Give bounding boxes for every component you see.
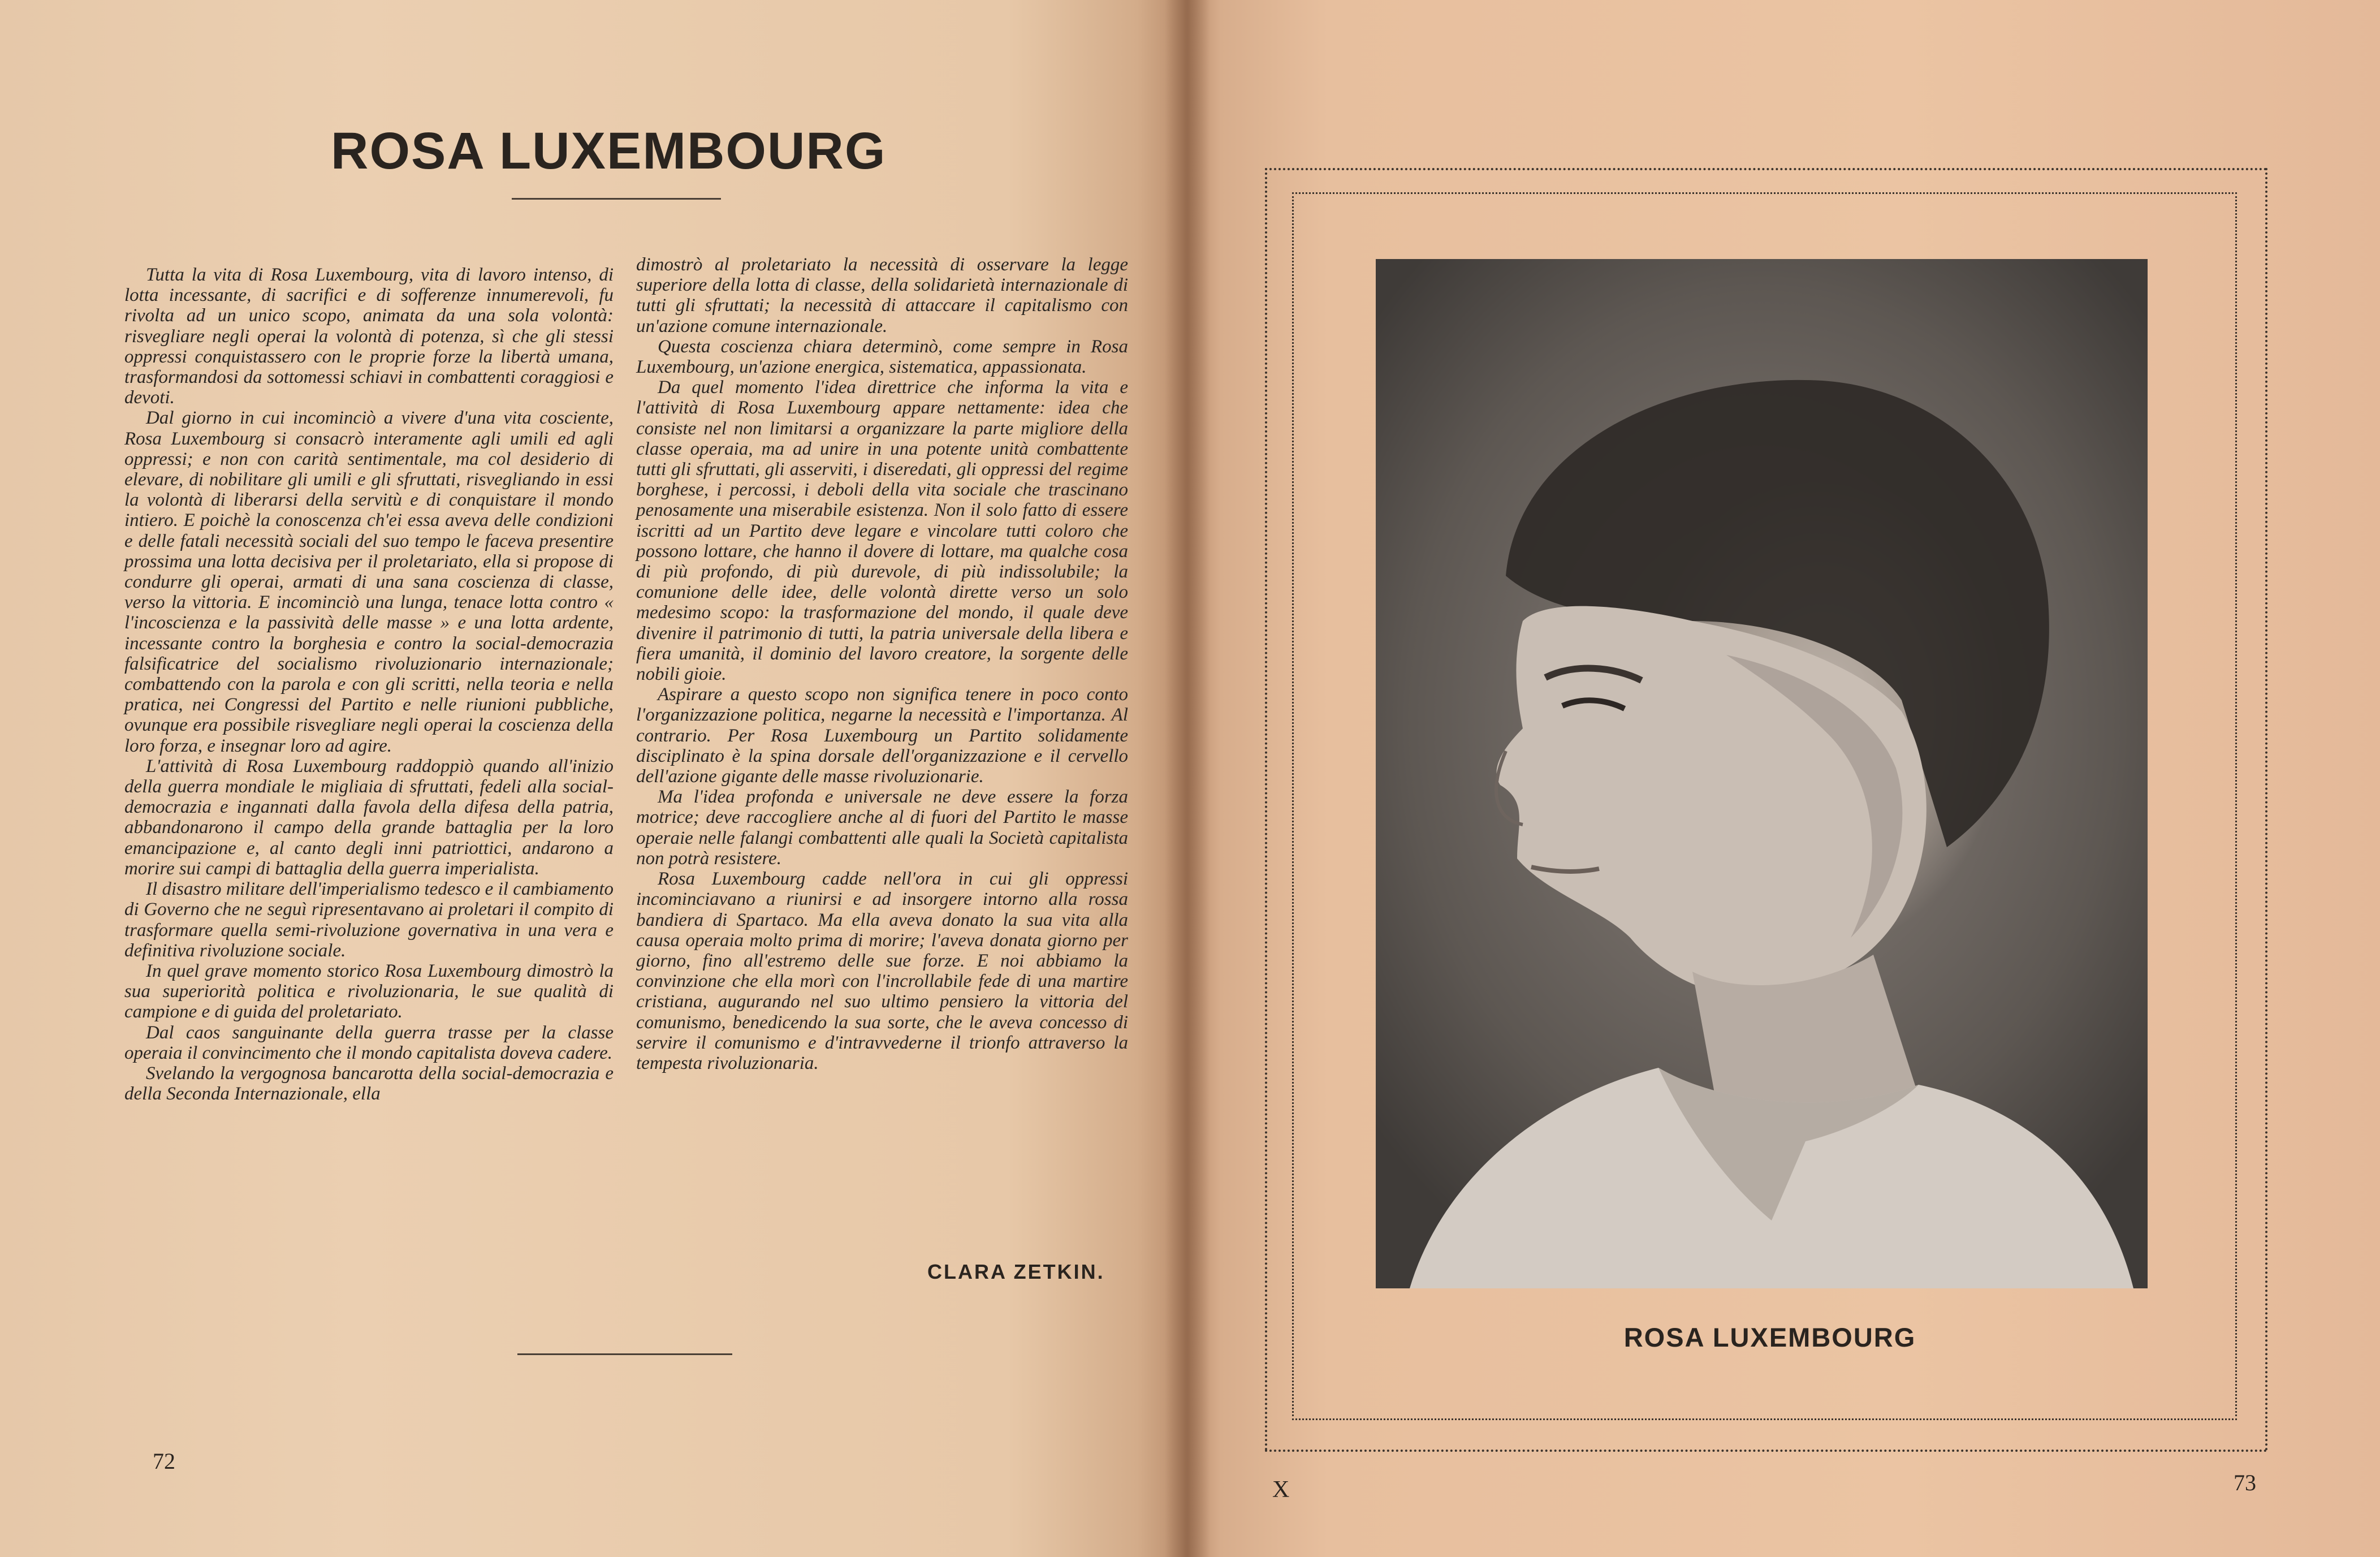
text-column-2 bbox=[636, 255, 1128, 1073]
paragraph: Questa coscienza chiara determinò, come sempre in Rosa Luxembourg, un'azione energica, sistematica, appassionata. bbox=[636, 336, 1128, 378]
title-rule bbox=[512, 198, 721, 200]
paragraph: Dal caos sanguinante della guerra trasse per la classe operaia il convincimento che il mondo capitalista doveva cadere. bbox=[124, 1022, 614, 1063]
paragraph: dimostrò al proletariato la necessità di osservare la legge superiore della lotta di classe, della solidarietà internazionale di tutti gli sfruttati; la necessità di attaccare il capitalismo con un'azione comune internazionale. bbox=[636, 255, 1128, 337]
portrait-drawing bbox=[1376, 259, 2148, 1288]
end-rule bbox=[517, 1353, 732, 1355]
left-page bbox=[0, 0, 1185, 1557]
paragraph: Rosa Luxembourg cadde nell'ora in cui gli oppressi incominciavano a riunirsi e ad insorgere intorno alla rossa bandiera di Spartaco. Ma ella aveva donato la sua vita alla causa operaia molto prima di morire; l'aveva donata giorno per giorno, fino all'estremo delle sue forze. E noi abbiamo la convinzione che ella morì con l'incrollabile fede di una martire cristiana, augurando nel suo ultimo pensiero la vittoria del comunismo, benedicendo la sua sorte, che le aveva concesso di servire il comunismo e d'intravvederne il trionfo attraverso la tempesta rivoluzionaria. bbox=[636, 869, 1128, 1073]
paragraph: Il disastro militare dell'imperialismo tedesco e il cambiamento di Governo che ne seguì ripresentavano ai proletari il compito di trasformare quella semi-rivoluzione governativa in una vera e definitiva rivoluzione sociale. bbox=[124, 879, 614, 961]
paragraph: Tutta la vita di Rosa Luxembourg, vita di lavoro intenso, di lotta incessante, di sacrifici e di sofferenze innumerevoli, fu rivolta ad un unico scopo, animata da una sola volontà: risvegliare negli operai la volontà di potenza, sì che gli stessi oppressi conquistassero con le proprie forze la libertà umana, trasformandosi da sottomessi schiavi in combattenti coraggiosi e devoti. bbox=[124, 265, 614, 408]
page-number-left: 72 bbox=[153, 1448, 175, 1474]
book-gutter bbox=[1165, 0, 1210, 1557]
paragraph: Ma l'idea profonda e universale ne deve essere la forza motrice; deve raccogliere anche al di fuori del Partito le masse operaie nelle falangi combattenti alle quali la Società capitalista non potrà resistere. bbox=[636, 787, 1128, 869]
photo-caption: ROSA LUXEMBOURG bbox=[1623, 1322, 1916, 1352]
paragraph: L'attività di Rosa Luxembourg raddoppiò quando all'inizio della guerra mondiale le migliaia di sfruttati, fedeli alla social-democrazia e ingannati dalla favola della difesa della patria, abbandonarono il campo della grande battaglia per la loro emancipazione e, al canto degli inni patriottici, andarono a morire sui campi di battaglia della guerra imperialista. bbox=[124, 756, 614, 879]
text-column-1 bbox=[124, 265, 614, 1104]
paragraph: Aspirare a questo scopo non significa tenere in poco conto l'organizzazione politica, negarne la necessità e l'importanza. Al contrario. Per Rosa Luxembourg un Partito solidamente disciplinato è la spina dorsale dell'organizzazione e il cervello dell'azione gigante delle masse rivoluzionarie. bbox=[636, 684, 1128, 787]
author-signature: CLARA ZETKIN. bbox=[927, 1260, 1105, 1283]
plate-number: X bbox=[1272, 1477, 1290, 1503]
paragraph: Dal giorno in cui incominciò a vivere d'una vita cosciente, Rosa Luxembourg si consacrò interamente agli umili ed agli oppressi; e non con carità sentimentale, ma col desiderio di elevare, di nobilitare gli umili e gli sfruttati, risvegliando in essi la volontà di liberarsi della servitù e di conquistare il mondo intiero. E poichè la conoscenza ch'ei essa aveva delle condizioni e delle fatali necessità sociali del suo tempo le faceva presentire prossima una lotta decisiva per il proletariato, ella si propose di condurre gli operai, armati di una sana coscienza di classe, verso la vittoria. E incominciò una lunga, tenace lotta contro « l'incoscienza e la passività delle masse » e una lotta ardente, incessante contro la borghesia e contro la social-democrazia falsificatrice del socialismo rivoluzionario internazionale; combattendo con la parola e con gli scritti, nella teoria e nella pratica, nei Congressi del Partito e nelle riunioni pubbliche, ovunque era possibile risvegliare negli operai la coscienza della loro forza, e insegnar loro ad agire. bbox=[124, 408, 614, 756]
paragraph: Svelando la vergognosa bancarotta della social-democrazia e della Seconda Internazionale, ella bbox=[124, 1063, 614, 1105]
paragraph: In quel grave momento storico Rosa Luxembourg dimostrò la sua superiorità politica e rivoluzionaria, le sue qualità di campione e di guida del proletariato. bbox=[124, 960, 614, 1023]
article-title: ROSA LUXEMBOURG bbox=[331, 122, 887, 180]
page-number-right: 73 bbox=[2234, 1470, 2256, 1495]
portrait-photo bbox=[1376, 259, 2148, 1288]
paragraph: Da quel momento l'idea direttrice che informa la vita e l'attività di Rosa Luxembourg appare nettamente: idea che consiste nel non limitarsi a organizzare la parte migliore della classe operaia, ma ad unire in una potente unità combattente tutti gli sfruttati, gli asserviti, i diseredati, gli oppressi del regime borghese, i percossi, i deboli della vita sociale che trascinano penosamente una miserabile esistenza. Non il solo fatto di essere iscritti ad un Partito deve legare e vincolare tutti coloro che possono lottare, che hanno il dovere di lottare, ma qualche cosa di più profondo, di più durevole, di più indissolubile; la comunione delle idee, delle volontà dirette verso un solo medesimo scopo: la trasformazione del mondo, il quale deve divenire il patrimonio di tutti, la patria universale della libera e fiera umanità, il dominio del lavoro creatore, la sorgente delle nobili gioie. bbox=[636, 377, 1128, 685]
